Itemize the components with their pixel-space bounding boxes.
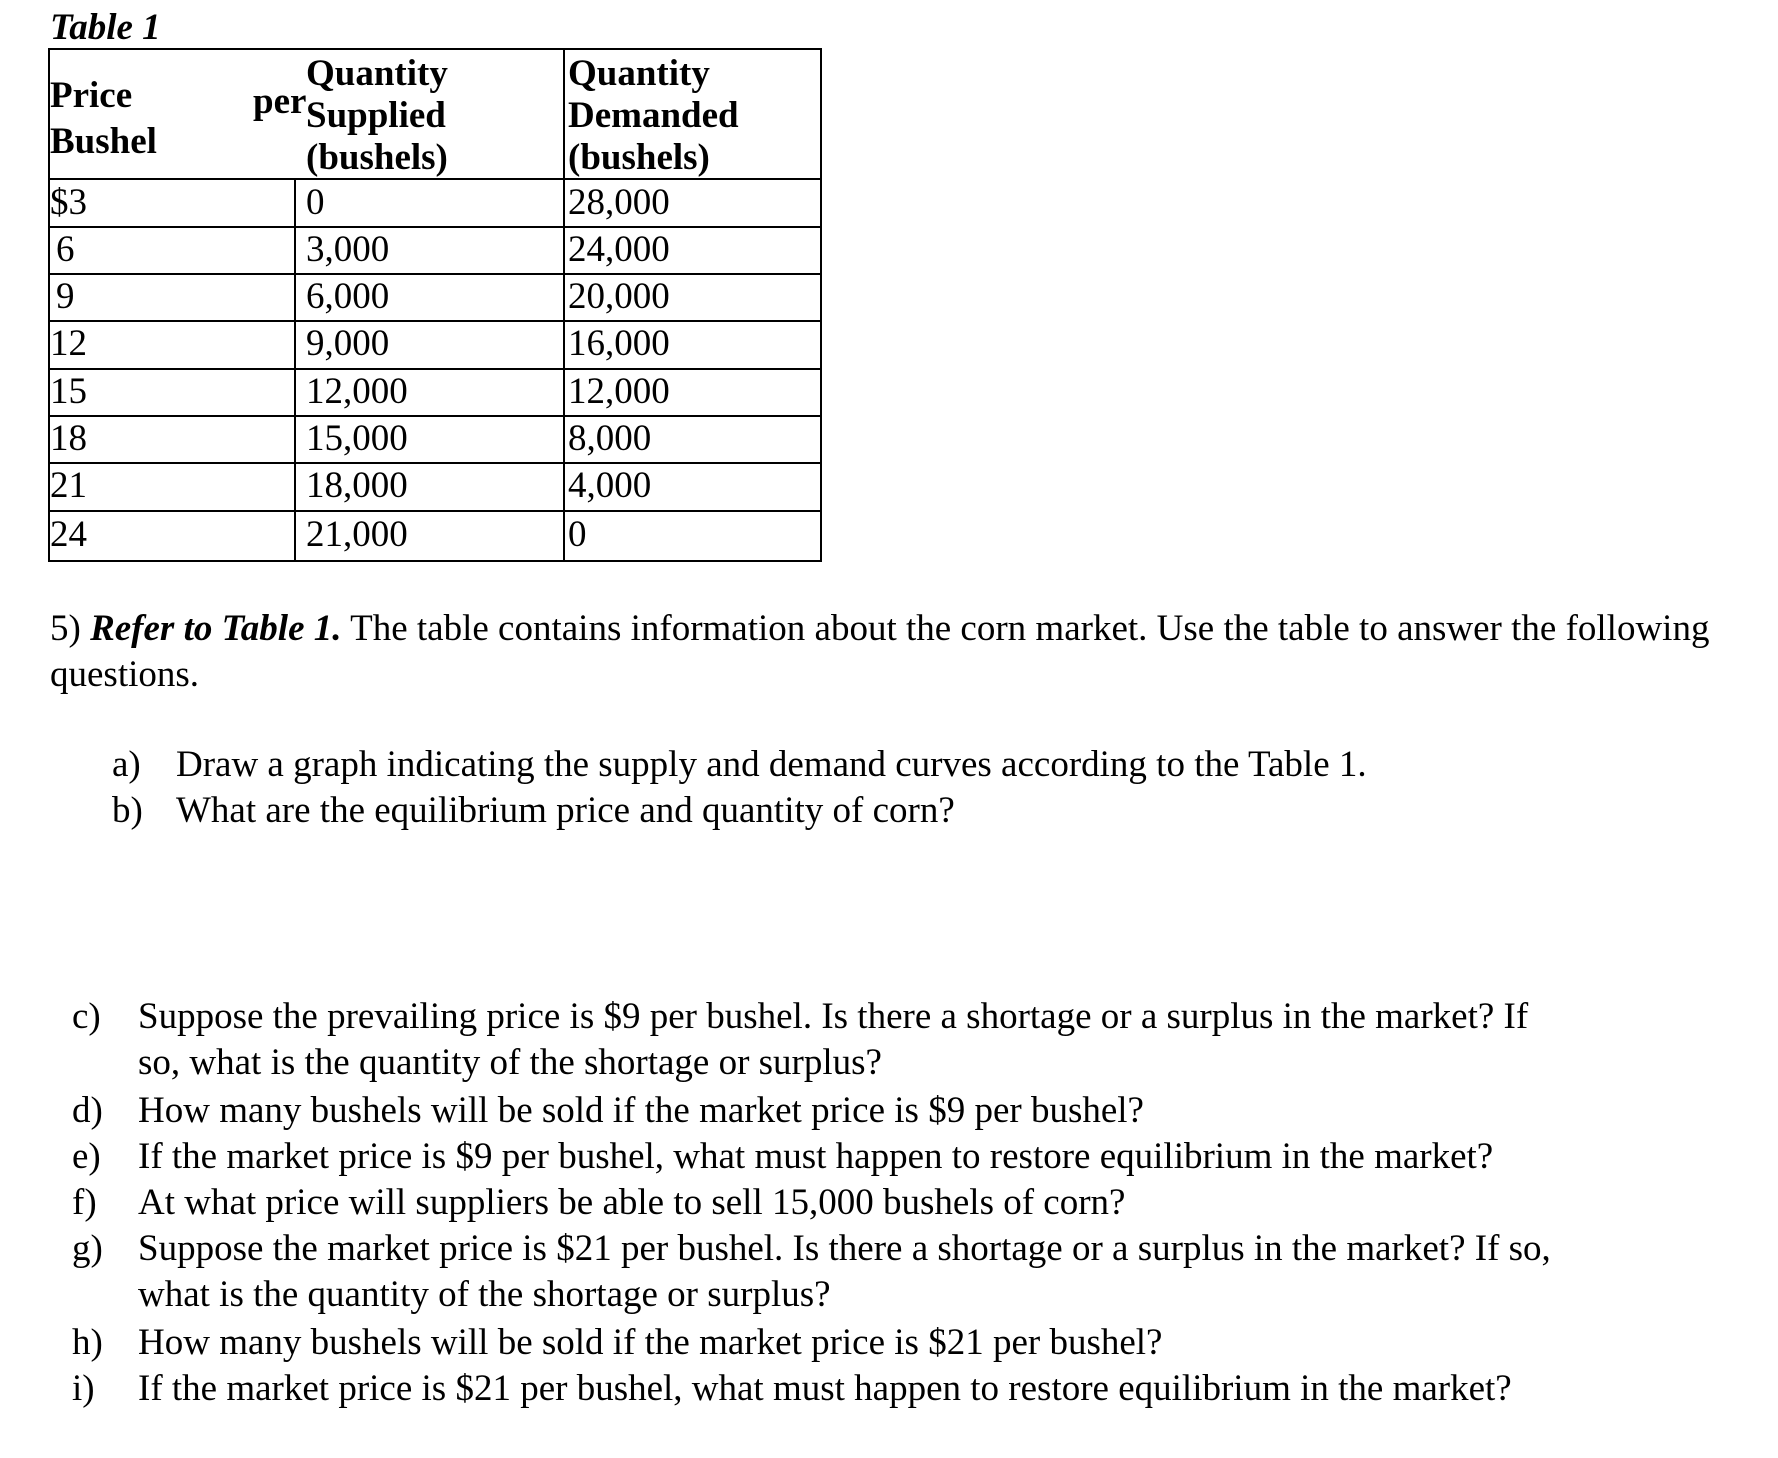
- question-body: The table contains information about the corn market. Use the table to answer the following questions.: [50, 608, 1710, 695]
- part-marker: a): [112, 744, 141, 785]
- table-col-divider-1: [294, 178, 296, 562]
- part-marker: g): [72, 1228, 103, 1269]
- header-bushel: Bushel: [50, 121, 157, 162]
- part-text: At what price will suppliers be able to sell 15,000 bushels of corn?: [138, 1182, 1126, 1223]
- table-cell-price: 9: [56, 276, 75, 317]
- part-marker: d): [72, 1090, 103, 1131]
- table-cell-supplied: 3,000: [306, 229, 390, 270]
- part-marker: b): [112, 790, 143, 831]
- table-cell-demanded: 0: [568, 514, 587, 555]
- table-border-top: [48, 48, 822, 50]
- header-supplied-line1: Quantity: [306, 53, 448, 94]
- table-cell-supplied: 21,000: [306, 514, 408, 555]
- table-cell-price: $3: [50, 182, 87, 223]
- part-text: Suppose the market price is $21 per bushel. Is there a shortage or a surplus in the market? If so,: [138, 1228, 1551, 1269]
- table-row-line: [48, 368, 822, 370]
- table-border-bottom: [48, 560, 822, 562]
- table-row-line: [48, 320, 822, 322]
- table-row-line: [48, 226, 822, 228]
- table-cell-demanded: 16,000: [568, 323, 670, 364]
- table-cell-demanded: 20,000: [568, 276, 670, 317]
- part-text: so, what is the quantity of the shortage or surplus?: [138, 1042, 882, 1083]
- header-price: Price: [50, 75, 133, 116]
- table-cell-demanded: 8,000: [568, 418, 652, 459]
- table-cell-price: 24: [50, 514, 87, 555]
- table-cell-supplied: 0: [306, 182, 325, 223]
- header-demanded-line2: Demanded: [568, 95, 739, 136]
- table-cell-demanded: 24,000: [568, 229, 670, 270]
- part-marker: i): [72, 1368, 95, 1409]
- part-marker: c): [72, 996, 101, 1037]
- question-number: 5): [50, 608, 81, 649]
- table-cell-supplied: 18,000: [306, 465, 408, 506]
- table-row-line: [48, 415, 822, 417]
- header-supplied-line2: Supplied: [306, 95, 446, 136]
- part-marker: e): [72, 1136, 101, 1177]
- part-text: How many bushels will be sold if the market price is $9 per bushel?: [138, 1090, 1144, 1131]
- table-cell-price: 18: [50, 418, 87, 459]
- header-demanded-line3: (bushels): [568, 137, 710, 178]
- part-marker: f): [72, 1182, 97, 1223]
- table-cell-supplied: 15,000: [306, 418, 408, 459]
- part-text: What are the equilibrium price and quantity of corn?: [176, 790, 955, 831]
- table-cell-price: 12: [50, 323, 87, 364]
- table-cell-supplied: 6,000: [306, 276, 390, 317]
- table-border-right: [820, 48, 822, 562]
- table-col-divider-2: [563, 48, 565, 562]
- header-demanded-line1: Quantity: [568, 53, 710, 94]
- part-text: How many bushels will be sold if the market price is $21 per bushel?: [138, 1322, 1163, 1363]
- table-caption: Table 1: [50, 7, 161, 48]
- table-row-line: [48, 510, 822, 512]
- header-per: per: [253, 81, 307, 122]
- part-text: If the market price is $9 per bushel, what must happen to restore equilibrium in the market?: [138, 1136, 1494, 1177]
- part-marker: h): [72, 1322, 103, 1363]
- part-text: If the market price is $21 per bushel, what must happen to restore equilibrium in the market?: [138, 1368, 1512, 1409]
- header-supplied-line3: (bushels): [306, 137, 448, 178]
- table-cell-price: 6: [56, 229, 75, 270]
- table-cell-demanded: 28,000: [568, 182, 670, 223]
- table-cell-price: 21: [50, 465, 87, 506]
- table-row-line: [48, 273, 822, 275]
- table-cell-supplied: 9,000: [306, 323, 390, 364]
- part-text: what is the quantity of the shortage or surplus?: [138, 1274, 831, 1315]
- question-lead: Refer to Table 1.: [90, 608, 342, 649]
- part-text: Suppose the prevailing price is $9 per bushel. Is there a shortage or a surplus in the market? If: [138, 996, 1529, 1037]
- question-5: [50, 606, 1750, 698]
- table-cell-supplied: 12,000: [306, 371, 408, 412]
- supply-demand-table: [48, 48, 822, 562]
- table-row-line: [48, 462, 822, 464]
- part-text: Draw a graph indicating the supply and demand curves according to the Table 1.: [176, 744, 1367, 785]
- table-cell-demanded: 4,000: [568, 465, 652, 506]
- table-cell-demanded: 12,000: [568, 371, 670, 412]
- table-cell-price: 15: [50, 371, 87, 412]
